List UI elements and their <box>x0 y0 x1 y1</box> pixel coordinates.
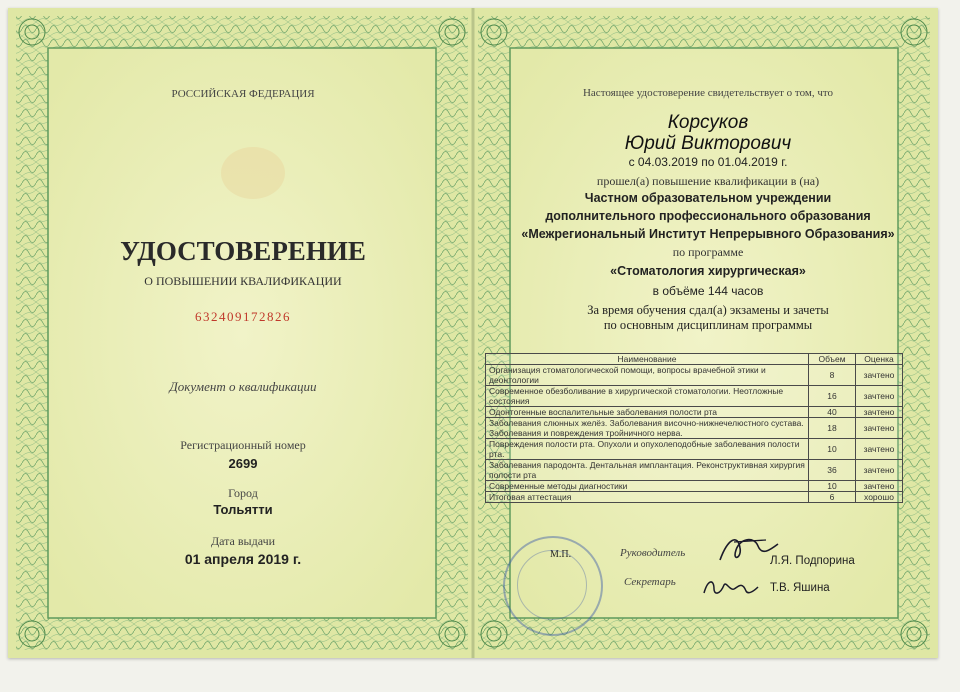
secretary-label: Секретарь <box>624 576 676 588</box>
city-label: Город <box>228 486 258 500</box>
organization-line-3: «Межрегиональный Институт Непрерывного Образования» <box>521 227 895 241</box>
institution-stamp-inner <box>517 550 587 620</box>
table-row <box>486 407 903 418</box>
table-row <box>486 365 903 386</box>
serial-number: 632409172826 <box>195 309 291 324</box>
holder-name: Юрий Викторович <box>624 133 792 154</box>
table-row <box>486 439 903 460</box>
subject-hours: 40 <box>809 407 856 418</box>
table-header-row <box>486 354 903 365</box>
issue-date-label: Дата выдачи <box>210 534 276 548</box>
holder-surname: Корсуков <box>667 112 749 133</box>
exams-line-1: За время обучения сдал(а) экзамены и зачеты <box>587 303 829 317</box>
table-row <box>486 460 903 481</box>
table-row <box>486 418 903 439</box>
organization-line-2: дополнительного профессионального образования <box>545 209 871 223</box>
table-row <box>486 386 903 407</box>
head-name: Л.Я. Подпорина <box>770 555 855 567</box>
column-header-name: Наименование <box>486 354 809 365</box>
document-type: Документ о квалификации <box>169 379 317 394</box>
subject-hours: 18 <box>809 418 856 439</box>
subject-name: Заболевания пародонта. Дентальная имплантация. Реконструктивная хирургия полости рта <box>486 460 809 481</box>
certificate-subtitle: О ПОВЫШЕНИИ КВАЛИФИКАЦИИ <box>144 274 342 288</box>
subject-name: Итоговая аттестация <box>486 492 809 503</box>
left-page <box>8 8 478 658</box>
subject-hours: 8 <box>809 365 856 386</box>
subject-name: Одонтогенные воспалительные заболевания полости рта <box>486 407 809 418</box>
subjects-table <box>485 353 903 503</box>
subject-grade: зачтено <box>856 407 903 418</box>
subject-hours: 10 <box>809 439 856 460</box>
subject-grade: зачтено <box>856 439 903 460</box>
subject-name: Заболевания слюнных желёз. Заболевания височно-нижнечелюстного сустава. Заболевания и повреждения тройничного нерва. <box>486 418 809 439</box>
registration-label: Регистрационный номер <box>180 438 306 452</box>
subject-hours: 6 <box>809 492 856 503</box>
exams-line-2: по основным дисциплинам программы <box>603 318 813 332</box>
certificate-title: УДОСТОВЕРЕНИЕ <box>120 236 366 266</box>
table-row <box>486 481 903 492</box>
institution-stamp <box>503 536 603 636</box>
country-label: РОССИЙСКАЯ ФЕДЕРАЦИЯ <box>171 88 315 100</box>
subject-hours: 10 <box>809 481 856 492</box>
city-value: Тольятти <box>213 502 273 517</box>
subject-hours: 36 <box>809 460 856 481</box>
subject-grade: зачтено <box>856 365 903 386</box>
passed-text: прошел(а) повышение квалификации в (на) <box>596 174 820 188</box>
subject-hours: 16 <box>809 386 856 407</box>
subject-name: Организация стоматологической помощи, вопросы врачебной этики и деонтологии <box>486 365 809 386</box>
head-signature <box>714 530 784 570</box>
secretary-signature <box>700 573 760 601</box>
program-volume: в объёме 144 часов <box>652 284 764 298</box>
column-header-hours: Объем <box>809 354 856 365</box>
intro-text: Настоящее удостоверение свидетельствует о том, что <box>582 87 834 99</box>
organization-line-1: Частном образовательном учреждении <box>584 191 832 205</box>
column-header-grade: Оценка <box>856 354 903 365</box>
program-name: «Стоматология хирургическая» <box>610 264 806 278</box>
subject-name: Современные методы диагностики <box>486 481 809 492</box>
program-label: по программе <box>672 245 744 259</box>
subject-grade: зачтено <box>856 481 903 492</box>
subject-name: Современное обезболивание в хирургической стоматологии. Неотложные состояния <box>486 386 809 407</box>
subject-grade: зачтено <box>856 418 903 439</box>
table-row <box>486 492 903 503</box>
certificate-sheet <box>8 8 938 658</box>
secretary-name: Т.В. Яшина <box>770 582 830 594</box>
subject-grade: зачтено <box>856 460 903 481</box>
study-period: с 04.03.2019 по 01.04.2019 г. <box>628 155 788 169</box>
issue-date-value: 01 апреля 2019 г. <box>184 551 302 567</box>
seal-label: М.П. <box>550 549 572 560</box>
subject-name: Повреждения полости рта. Опухоли и опухолеподобные заболевания полости рта. <box>486 439 809 460</box>
registration-number: 2699 <box>228 456 258 471</box>
head-label: Руководитель <box>620 547 686 559</box>
subject-grade: зачтено <box>856 386 903 407</box>
subject-grade: хорошо <box>856 492 903 503</box>
